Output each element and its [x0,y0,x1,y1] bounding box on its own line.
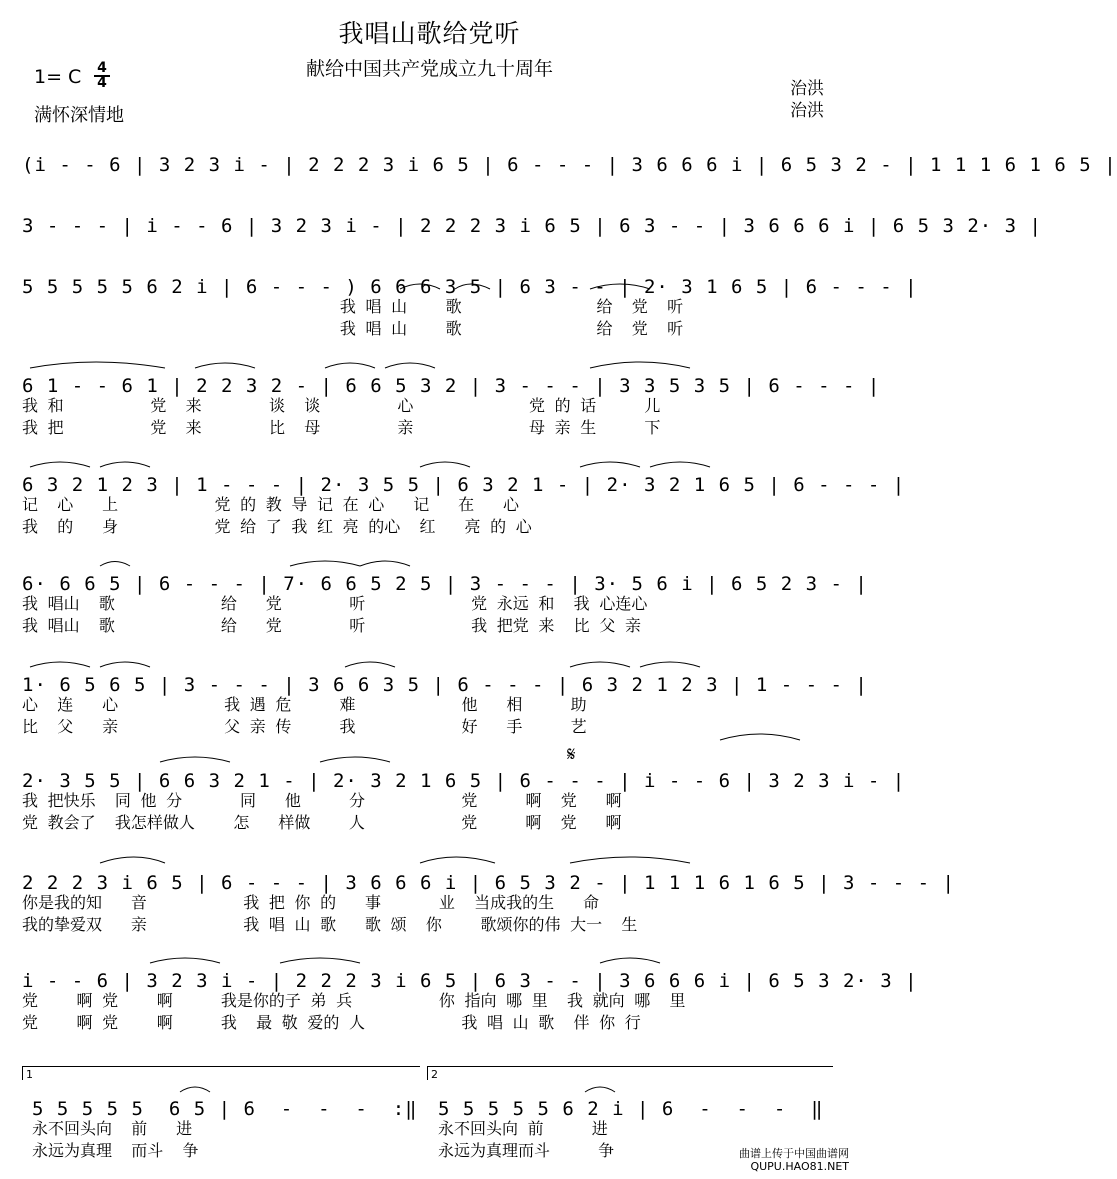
slur [580,462,640,467]
lyric-verse-2: 我 把 党 来 比 母 亲 母 亲 生 下 [22,418,661,437]
slur [585,1087,615,1092]
lyric-verse-1: 记 心 上 党 的 教 导 记 在 心 记 在 心 [22,495,519,514]
ending-2-notes: 5 5 5 5 5 6 2 i | 6 - - - ‖ [438,1098,824,1120]
slur [570,857,690,863]
notes-line: 6· 6 6 5 | 6 - - - | 7· 6 6 5 2 5 | 3 - - - | 3· 5 6 i | 6 5 2 3 - | [22,573,868,595]
lyric-verse-1: 你是我的知 音 我 把 你 的 事 业 当成我的生 命 [22,893,599,912]
slur [100,662,150,667]
composer-credit: 治洪 [790,101,824,121]
notes-line: 5 5 5 5 5 6 2 i | 6 - - - ) 6 6 6 3 5 | 6 3 - - | 2· 3 1 6 5 | 6 - - - | [22,276,918,298]
slur [160,757,230,762]
lyric-verse-2: 我 唱 山 歌 给 党 听 [22,319,684,338]
slur [570,662,630,667]
slur [600,958,660,963]
tempo-marking: 满怀深情地 [34,105,124,126]
slur [420,857,495,863]
ending-1-lyric-2: 永远为真理 而斗 争 [32,1141,199,1160]
slur [30,662,90,667]
volta-1-bracket [22,1066,420,1067]
lyric-verse-1: 党 啊 党 啊 我是你的子 弟 兵 你 指向 哪 里 我 就向 哪 里 [22,991,686,1010]
lyricist-credit: 治洪 [790,79,824,99]
lyric-verse-1: 我 和 党 来 谈 谈 心 党 的 话 儿 [22,396,661,415]
slur [30,462,90,467]
slur [100,562,130,567]
slur [195,363,255,368]
slur [420,462,470,467]
lyric-verse-1: 心 连 心 我 遇 危 难 他 相 助 [22,695,587,714]
slur [590,362,690,368]
notes-line: 6 3 2 1 2 3 | 1 - - - | 2· 3 5 5 | 6 3 2 1 - | 2· 3 2 1 6 5 | 6 - - - | [22,474,906,496]
volta-1-label: 1 [26,1068,33,1081]
lyric-verse-2: 党 啊 党 啊 我 最 敬 爱的 人 我 唱 山 歌 伴 你 行 [22,1013,641,1032]
notes-line: (i - - 6 | 3 2 3 i - | 2 2 2 3 i 6 5 | 6 - - - | 3 6 6 6 i | 6 5 3 2 - | 1 1 1 6 1 6 5 | [22,154,1117,176]
slur [150,958,220,963]
notes-line: i - - 6 | 3 2 3 i - | 2 2 2 3 i 6 5 | 6 3 - - | 3 6 6 6 i | 6 5 3 2· 3 | [22,970,918,992]
slur [30,362,165,368]
time-signature [94,62,110,90]
lyric-verse-1: 我 把快乐 同 他 分 同 他 分 党 啊 党 啊 [22,791,622,810]
time-signature-bottom: 4 [97,75,107,91]
slur [290,561,360,566]
slur [385,363,435,368]
key-signature: 1= C [34,66,82,88]
lyric-verse-2: 我的挚爱双 亲 我 唱 山 歌 歌 颂 你 歌颂你的伟 大一 生 [22,915,638,934]
notes-line: 2· 3 5 5 | 6 6 3 2 1 - | 2· 3 2 1 6 5 | 6 - - - | i - - 6 | 3 2 3 i - | [22,770,906,792]
site-watermark [739,1147,849,1173]
ending-2-lyric-2: 永远为真理而斗 争 [438,1141,615,1160]
notes-line: 2 2 2 3 i 6 5 | 6 - - - | 3 6 6 6 i | 6 5 3 2 - | 1 1 1 6 1 6 5 | 3 - - - | [22,872,955,894]
lyric-verse-1: 我 唱 山 歌 给 党 听 [22,297,684,316]
slur [325,363,375,368]
slur [100,462,150,467]
slur [320,757,390,762]
slur [650,462,710,467]
page-subtitle: 献给中国共产党成立九十周年 [305,58,553,80]
lyric-verse-2: 我 唱山 歌 给 党 听 我 把党 来 比 父 亲 [22,616,641,635]
watermark-line-2: QUPU.HAO81.NET [750,1160,849,1173]
time-signature-top: 4 [97,60,107,76]
notes-line: 1· 6 5 6 5 | 3 - - - | 3 6 6 3 5 | 6 - - - | 6 3 2 1 2 3 | 1 - - - | [22,674,868,696]
notes-line: 6 1 - - 6 1 | 2 2 3 2 - | 6 6 5 3 2 | 3 - - - | 3 3 5 3 5 | 6 - - - | [22,375,881,397]
notes-line: 3 - - - | i - - 6 | 3 2 3 i - | 2 2 2 3 i 6 5 | 6 3 - - | 3 6 6 6 i | 6 5 3 2· 3 | [22,215,1042,237]
ending-1-lyric-1: 永不回头向 前 进 [32,1119,193,1138]
volta-1-tick [22,1066,23,1080]
slur [345,662,395,667]
lyric-verse-2: 比 父 亲 父 亲 传 我 好 手 艺 [22,717,587,736]
lyric-verse-2: 党 教会了 我怎样做人 怎 样做 人 党 啊 党 啊 [22,813,622,832]
slur [180,1087,210,1092]
segno-sign: 𝄋 [567,742,576,766]
lyric-verse-2: 我 的 身 党 给 了 我 红 亮 的心 红 亮 的 心 [22,517,532,536]
slur [640,662,700,667]
slur [280,958,360,963]
ending-2-lyric-1: 永不回头向 前 进 [438,1119,608,1138]
slur [360,561,410,566]
page-title: 我唱山歌给党听 [338,19,521,48]
volta-2-bracket [427,1066,833,1067]
ending-1-notes: 5 5 5 5 5 6 5 | 6 - - - :‖ [32,1098,418,1120]
lyric-verse-1: 我 唱山 歌 给 党 听 党 永远 和 我 心连心 [22,594,648,613]
slur [100,857,165,863]
watermark-line-1: 曲谱上传于中国曲谱网 [739,1147,849,1160]
volta-2-label: 2 [431,1068,438,1081]
volta-2-tick [427,1066,428,1080]
